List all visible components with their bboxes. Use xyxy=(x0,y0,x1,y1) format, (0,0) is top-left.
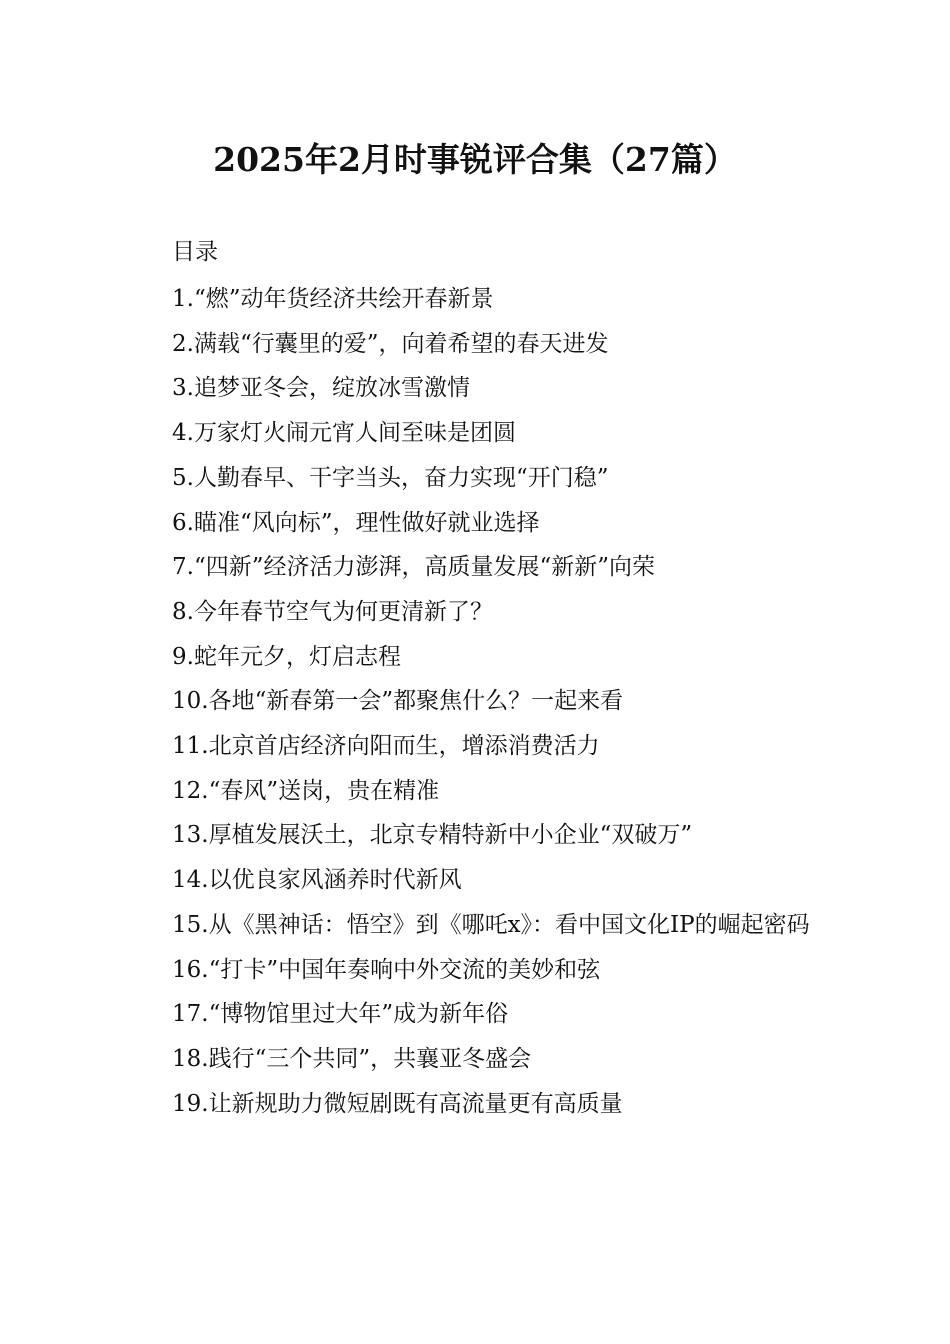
table-of-contents xyxy=(118,277,828,1126)
toc-item: 15.从《黑神话：悟空》到《哪吒x》：看中国文化IP的崛起密码 xyxy=(172,911,810,938)
toc-item: 11.北京首店经济向阳而生，增添消费活力 xyxy=(172,733,600,760)
toc-item: 18.践行“三个共同”，共襄亚冬盛会 xyxy=(172,1045,532,1072)
toc-item: 1.“燃”动年货经济共绘开春新景 xyxy=(172,286,494,312)
toc-item: 12.“春风”送岗，贵在精准 xyxy=(172,777,440,804)
toc-item: 10.各地“新春第一会”都聚焦什么？一起来看 xyxy=(172,688,624,715)
toc-item: 9.蛇年元夕，灯启志程 xyxy=(172,643,401,670)
toc-item: 8.今年春节空气为何更清新了？ xyxy=(172,598,493,625)
toc-item: 5.人勤春早、干字当头，奋力实现“开门稳” xyxy=(172,464,609,491)
toc-heading: 目录 xyxy=(172,239,218,265)
toc-item: 6.瞄准“风向标”，理性做好就业选择 xyxy=(172,509,540,536)
toc-item: 19.让新规助力微短剧既有高流量更有高质量 xyxy=(172,1090,623,1117)
toc-item: 16.“打卡”中国年奏响中外交流的美妙和弦 xyxy=(172,956,601,983)
toc-item: 17.“博物馆里过大年”成为新年俗 xyxy=(172,1001,509,1028)
toc-item: 4.万家灯火闹元宵人间至味是团圆 xyxy=(172,420,516,447)
toc-item: 2.满载“行囊里的爱”，向着希望的春天进发 xyxy=(172,330,609,357)
toc-item: 14.以优良家风涵养时代新风 xyxy=(172,867,462,894)
toc-item: 7.“四新”经济活力澎湃，高质量发展“新新”向荣 xyxy=(172,554,655,581)
toc-item: 13.厚植发展沃土，北京专精特新中小企业“双破万” xyxy=(172,822,693,849)
toc-item: 3.追梦亚冬会，绽放冰雪激情 xyxy=(172,375,470,402)
document-title: 2025年2月时事锐评合集（27篇） xyxy=(213,140,737,179)
